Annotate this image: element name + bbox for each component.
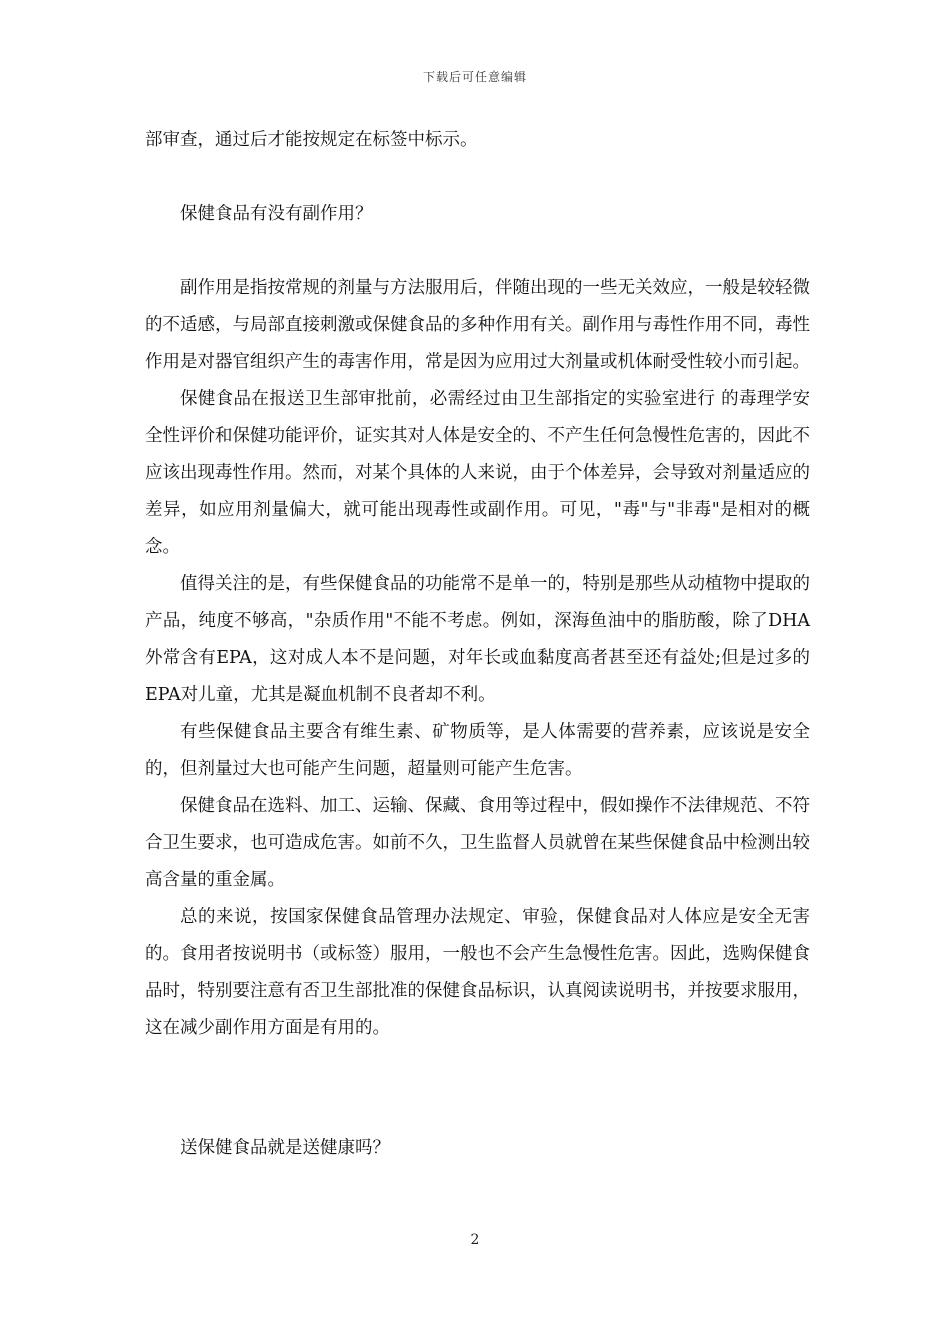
section-heading-side-effects: 保健食品有没有副作用？ <box>180 204 373 224</box>
paragraph-5: 保健食品在选料、加工、运输、保藏、食用等过程中，假如操作不法律规范、不符合卫生要求，也可造成危害。如前不久，卫生监督人员就曾在某些保健食品中检测出较高含量的重金属。 <box>145 796 810 890</box>
paragraph-3: 值得关注的是，有些保健食品的功能常不是单一的，特别是那些从动植物中提取的产品，纯度不够高，"杂质作用"不能不考虑。例如，深海鱼油中的脂肪酸，除了DHA外常含有EPA，这对成人本不是问题，对年长或血黏度高者甚至还有益处;但是过多的EPA对儿童，尤其是凝血机制不良者却不利。 <box>145 574 810 705</box>
paragraph-6: 总的来说，按国家保健食品管理办法规定、审验，保健食品对人体应是安全无害的。食用者按说明书（或标签）服用，一般也不会产生急慢性危害。因此，选购保健食品时，特别要注意有否卫生部批准的保健食品标识，认真阅读说明书，并按要求服用，这在减少副作用方面是有用的。 <box>145 907 810 1038</box>
paragraph-4: 有些保健食品主要含有维生素、矿物质等，是人体需要的营养素，应该说是安全的，但剂量过大也可能产生问题，超量则可能产生危害。 <box>145 722 810 779</box>
paragraph-1: 副作用是指按常规的剂量与方法服用后，伴随出现的一些无关效应，一般是较轻微的不适感，与局部直接刺激或保健食品的多种作用有关。副作用与毒性作用不同，毒性作用是对器官组织产生的毒害作用，常是因为应用过大剂量或机体耐受性较小而引起。 <box>145 278 810 372</box>
section-heading-gift-health: 送保健食品就是送健康吗？ <box>180 1138 390 1158</box>
continuation-paragraph: 部审查，通过后才能按规定在标签中标示。 <box>145 130 478 150</box>
continuation-block <box>145 122 810 159</box>
paragraph-2: 保健食品在报送卫生部审批前，必需经过由卫生部指定的实验室进行 的毒理学安全性评价和保健功能评价，证实其对人体是安全的、不产生任何急慢性危害的，因此不应该出现毒性作用。然而，对某个具体的人来说，由于个体差异，会导致对剂量适应的差异，如应用剂量偏大，就可能出现毒性或副作用。可见，"毒"与"非毒"是相对的概念。 <box>145 389 810 557</box>
page-number: 2 <box>470 1232 480 1248</box>
page-header: 下载后可任意编辑 <box>422 70 527 84</box>
section-body-side-effects <box>145 270 810 1047</box>
